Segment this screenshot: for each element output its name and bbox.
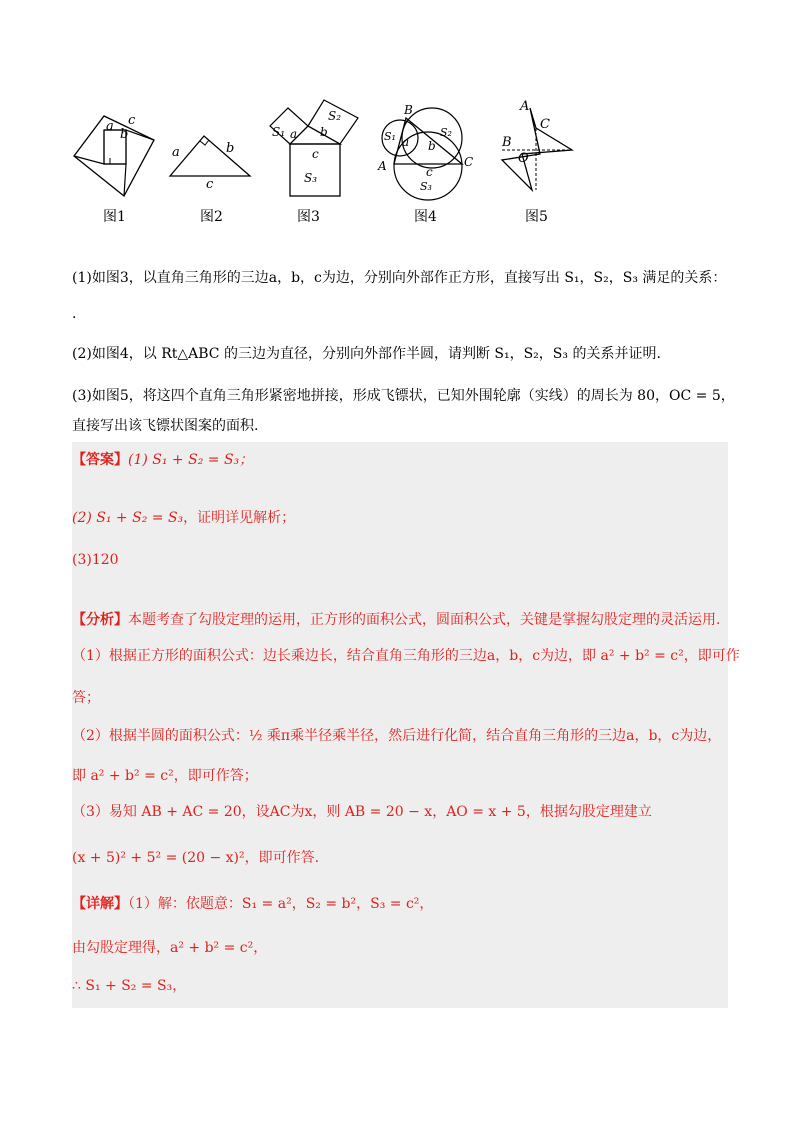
- figure-4: [370, 100, 482, 202]
- question-1-blank: .: [72, 306, 77, 322]
- answer-2-math: (2) S₁ + S₂ = S₃: [72, 510, 184, 526]
- detail-1: （1）解：依题意：S₁ = a²，S₂ = b²，S₃ = c²，: [128, 896, 434, 912]
- detail-line-3: ∴ S₁ + S₂ = S₃，: [72, 978, 187, 994]
- analysis-p3-line1: （3）易知 AB + AC = 20，设AC为x，则 AB = 20 − x，AO = x + 5，根据勾股定理建立: [72, 804, 652, 820]
- answer-label: 【答案】: [72, 452, 128, 468]
- analysis-p2-line1: （2）根据半圆的面积公式：½ 乘π乘半径乘半径，然后进行化简，结合直角三角形的三边a，b，c为边，: [72, 728, 722, 744]
- fig4-caption: 图4: [414, 209, 437, 225]
- fig3-label-b: b: [320, 125, 328, 139]
- question-2: (2)如图4，以 Rt△ABC 的三边为直径，分别向外部作半圆，请判断 S₁，S₂，S₃ 的关系并证明.: [72, 346, 661, 362]
- fig5-label-B: B: [502, 135, 512, 150]
- fig4-label-c: c: [426, 165, 433, 179]
- analysis-line-1: [72, 610, 720, 630]
- fig3-label-s2: S₂: [328, 109, 342, 123]
- analysis-p2-line2: 即 a² + b² = c²，即可作答；: [72, 768, 258, 784]
- fig3-label-s3: S₃: [304, 171, 318, 185]
- figure-5: [492, 98, 582, 202]
- fig4-label-a: a: [402, 135, 410, 149]
- detail-line-2: 由勾股定理得，a² + b² = c²，: [72, 940, 268, 956]
- answer-line-2: [72, 508, 295, 528]
- figure-2: [162, 130, 254, 192]
- fig2-label-c: c: [206, 177, 214, 192]
- answer-1: (1) S₁ + S₂ = S₃；: [128, 452, 254, 468]
- fig5-caption: 图5: [525, 209, 548, 225]
- analysis-intro: 本题考查了勾股定理的运用，正方形的面积公式，圆面积公式，关键是掌握勾股定理的灵活运用.: [128, 612, 721, 628]
- fig1-label-a: a: [106, 119, 114, 134]
- fig5-label-C: C: [540, 117, 550, 132]
- fig4-label-B: B: [404, 103, 413, 117]
- analysis-p1-line2: 答；: [72, 690, 100, 706]
- answer-3: (3)120: [72, 552, 119, 568]
- fig4-label-C: C: [464, 155, 474, 169]
- fig3-label-a: a: [290, 127, 298, 141]
- fig1-label-c: c: [128, 113, 136, 128]
- fig2-caption: 图2: [200, 209, 223, 225]
- detail-label: 【详解】: [72, 896, 128, 912]
- detail-line-1: [72, 894, 433, 914]
- analysis-label: 【分析】: [72, 612, 128, 628]
- fig1-caption: 图1: [103, 209, 126, 225]
- fig3-caption: 图3: [297, 209, 320, 225]
- fig4-label-b: b: [428, 139, 436, 153]
- fig2-label-b: b: [226, 141, 235, 156]
- fig4-label-s1: S₁: [384, 130, 396, 143]
- fig3-label-c: c: [312, 147, 319, 161]
- question-1: (1)如图3，以直角三角形的三边a，b，c为边，分别向外部作正方形，直接写出 S₁，S₂，S₃ 满足的关系：: [72, 270, 727, 286]
- answer-line-1: [72, 450, 253, 470]
- analysis-p3-line2: (x + 5)² + 5² = (20 − x)²，即可作答.: [72, 850, 320, 866]
- analysis-p1-line1: （1）根据正方形的面积公式：边长乘边长，结合直角三角形的三边a，b，c为边，即 a² + b² = c²，即可作: [72, 648, 740, 664]
- fig4-label-A: A: [378, 159, 387, 173]
- fig4-label-s2: S₂: [440, 126, 452, 139]
- fig3-label-s1: S₁: [272, 125, 286, 139]
- figure-1: [70, 112, 160, 198]
- fig2-label-a: a: [172, 145, 180, 160]
- fig5-label-O: O: [518, 151, 529, 166]
- fig5-label-A: A: [520, 99, 530, 114]
- fig1-label-b: b: [120, 127, 129, 142]
- answer-2-text: ，证明详见解析；: [183, 510, 296, 526]
- question-3-line1: (3)如图5，将这四个直角三角形紧密地拼接，形成飞镖状，已知外围轮廓（实线）的周长为 80，OC = 5，: [72, 388, 735, 404]
- figure-3: [262, 98, 362, 202]
- fig4-label-s3: S₃: [420, 180, 432, 193]
- question-3-line2: 直接写出该飞镖状图案的面积.: [72, 418, 259, 434]
